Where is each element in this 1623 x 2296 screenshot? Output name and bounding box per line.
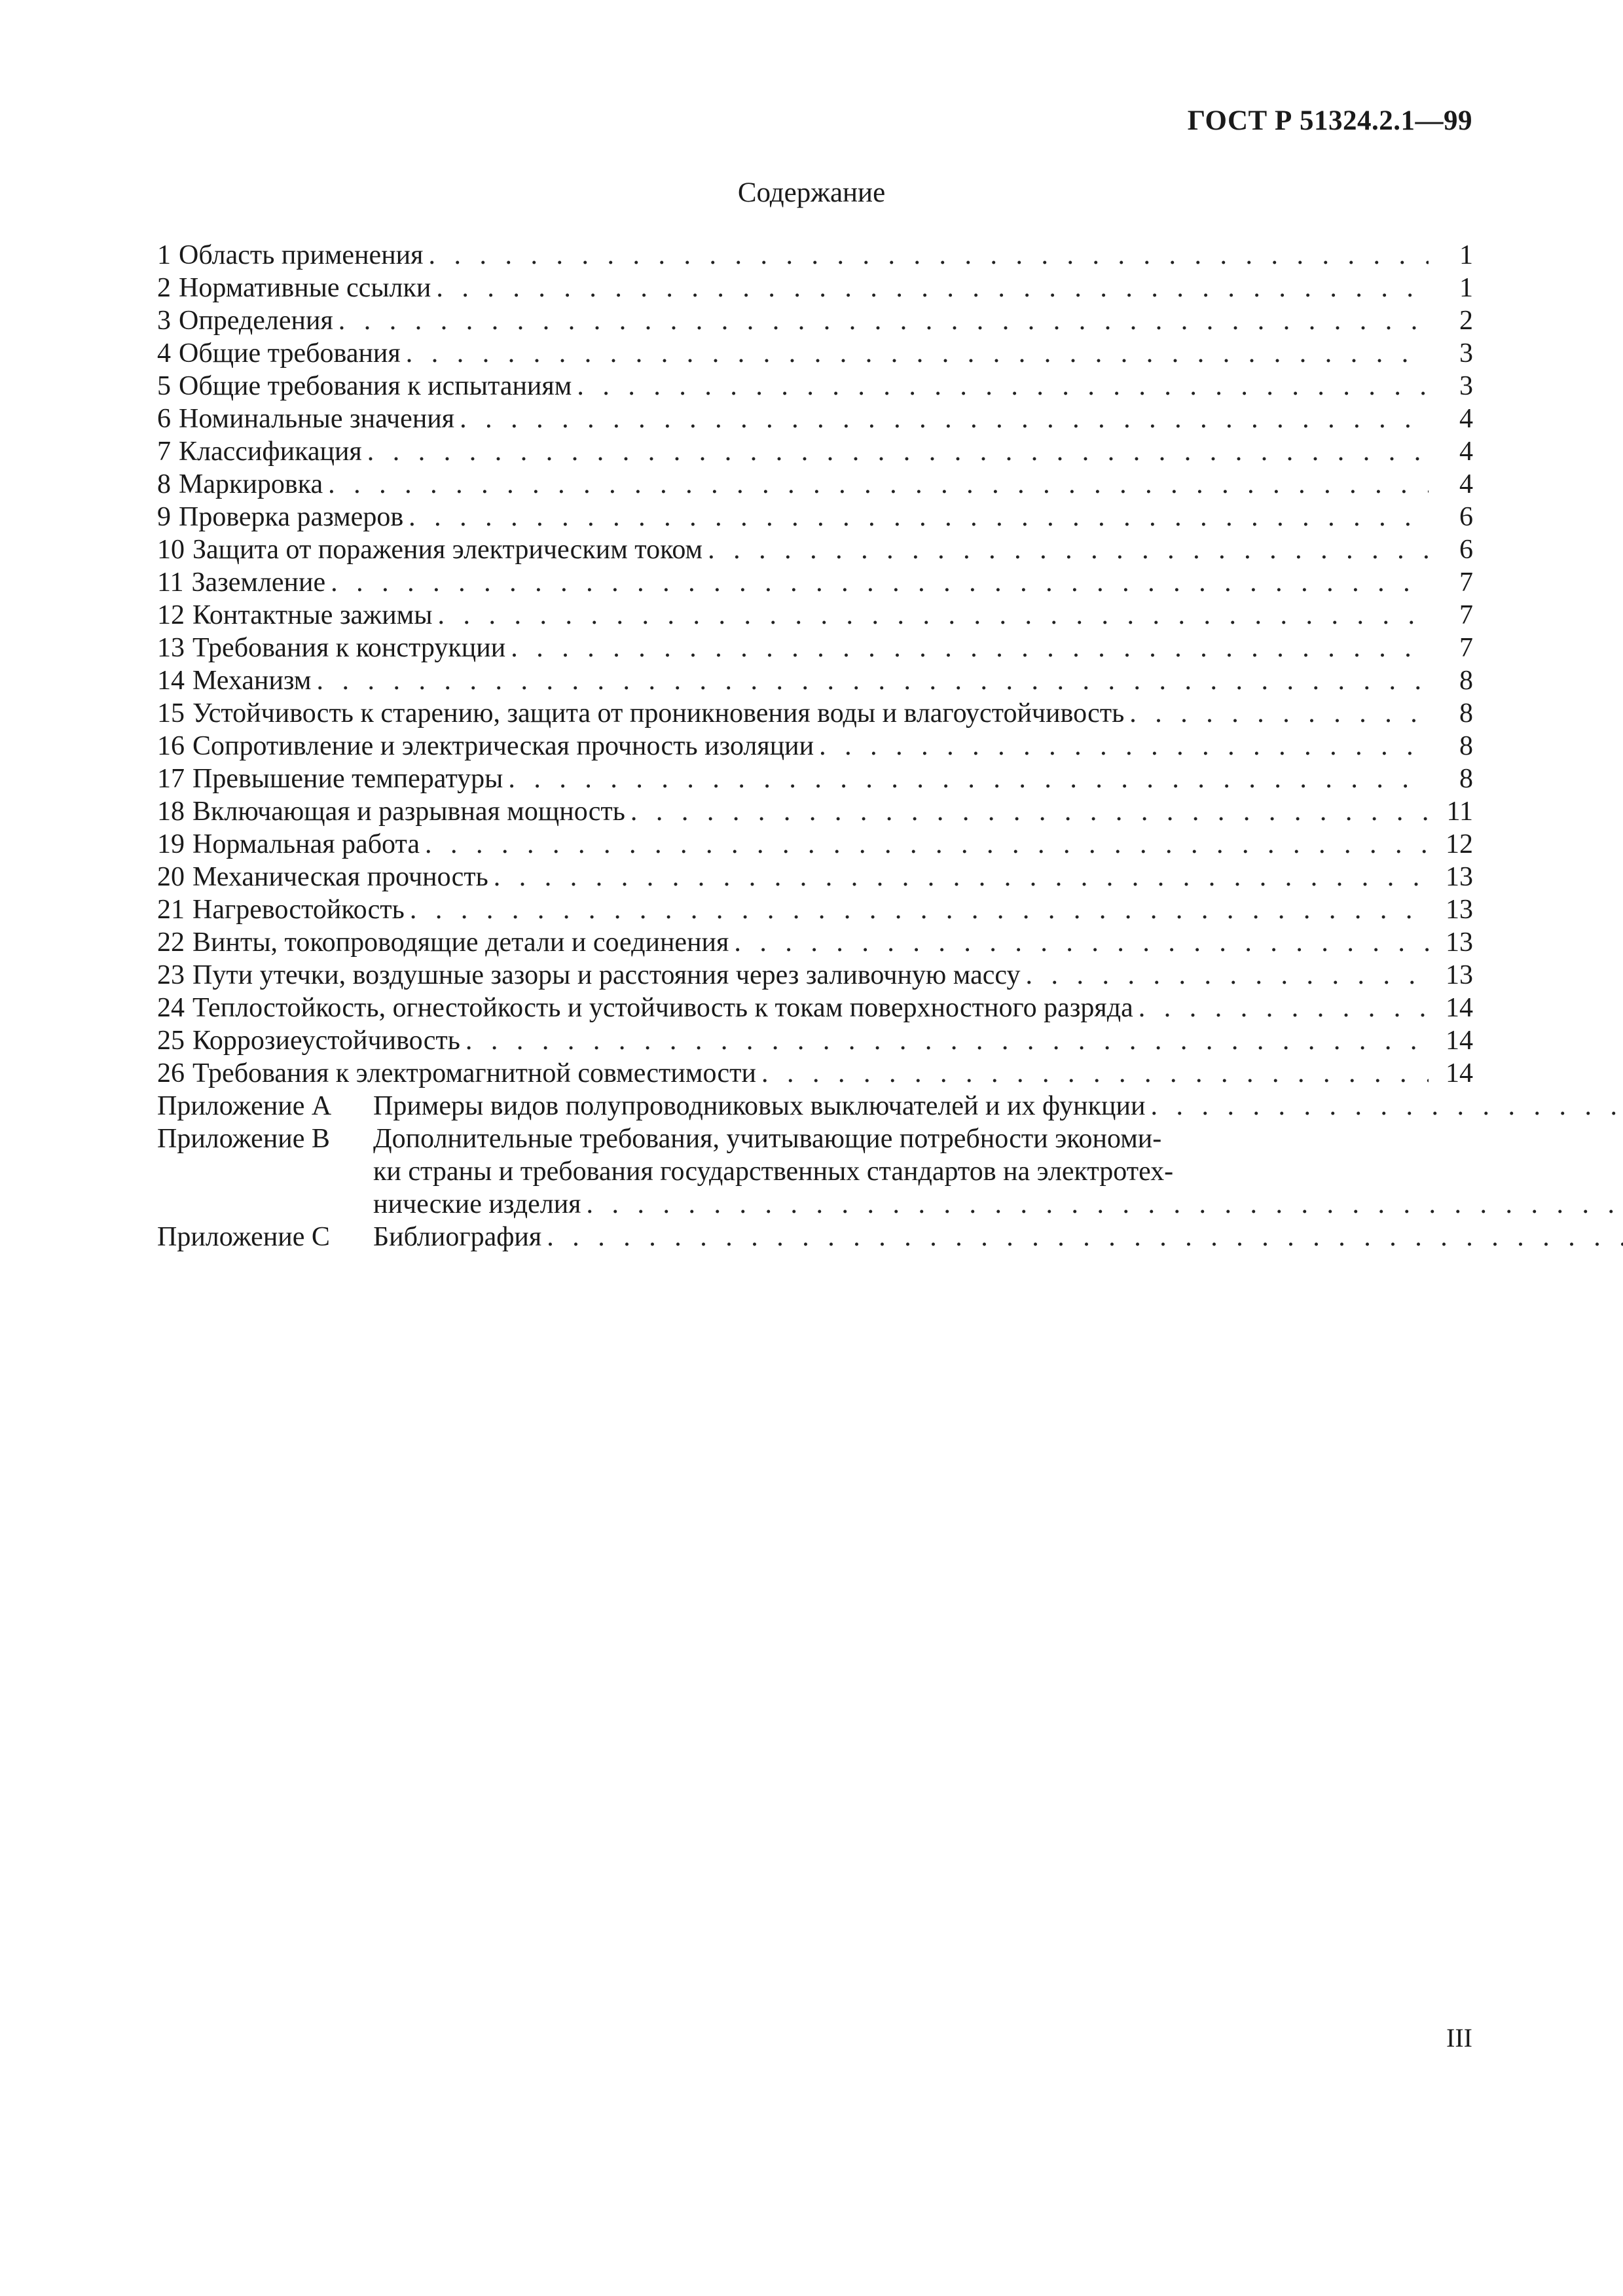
toc-entry-number: 6 (157, 404, 171, 434)
toc-entry-title: Маркировка (179, 469, 323, 499)
dot-leader (428, 239, 1429, 272)
toc-entry-page: 14 (1446, 993, 1473, 1023)
toc-entry[interactable] (157, 1057, 1473, 1090)
dot-leader (511, 632, 1429, 664)
toc-entry-page: 7 (1459, 600, 1473, 630)
toc-entry-number: 11 (157, 567, 184, 598)
annex-body (373, 1122, 1623, 1221)
toc-entry-number: 4 (157, 338, 171, 368)
toc-entry[interactable] (157, 664, 1473, 697)
toc-entry-title: Требования к электромагнитной совместимости (192, 1058, 756, 1088)
dot-leader (761, 1057, 1429, 1090)
document-code: ГОСТ Р 51324.2.1—99 (1187, 105, 1472, 136)
dot-leader (406, 337, 1429, 370)
toc-entry-title: Нагревостойкость (192, 895, 405, 925)
toc-entry[interactable] (157, 468, 1473, 501)
dot-leader (338, 304, 1429, 337)
toc-entry[interactable] (157, 959, 1473, 992)
toc-entry-number: 2 (157, 273, 171, 303)
toc-entry-title: Нормативные ссылки (179, 273, 431, 303)
toc-entry-number: 3 (157, 306, 171, 336)
toc-entry-title: Сопротивление и электрическая прочность изоляции (192, 731, 814, 761)
toc-entry-number: 19 (157, 829, 185, 859)
annex-title-last-line (373, 1090, 1623, 1122)
toc-entry-page: 7 (1459, 567, 1473, 598)
annex-title-line: нические изделия (373, 1189, 581, 1219)
toc-entry-title: Нормальная работа (192, 829, 420, 859)
toc-entry-title: Проверка размеров (179, 502, 404, 532)
toc-entry[interactable] (157, 893, 1473, 926)
toc-entry-page: 13 (1446, 862, 1473, 892)
toc-entry-page: 14 (1446, 1026, 1473, 1056)
toc-entry-page: 13 (1446, 960, 1473, 990)
toc-entry-page: 3 (1459, 371, 1473, 401)
toc-entry[interactable] (157, 828, 1473, 861)
toc-entry-number: 15 (157, 698, 185, 728)
toc-entry[interactable] (157, 926, 1473, 959)
toc-entry-page: 3 (1459, 338, 1473, 368)
dot-leader (409, 501, 1429, 533)
toc-entry-page: 12 (1446, 829, 1473, 859)
toc-entry-number: 13 (157, 633, 185, 663)
toc-entry[interactable] (157, 599, 1473, 632)
dot-leader (465, 1024, 1429, 1057)
toc-entry[interactable] (157, 632, 1473, 664)
dot-leader (1150, 1090, 1623, 1122)
dot-leader (1129, 697, 1429, 730)
annex-title-line: Библиография (373, 1222, 542, 1252)
toc-annex-entry[interactable] (157, 1221, 1473, 1253)
dot-leader (708, 533, 1429, 566)
toc-entry-page: 8 (1459, 698, 1473, 728)
toc-entry[interactable] (157, 337, 1473, 370)
dot-leader (317, 664, 1429, 697)
dot-leader (587, 1188, 1623, 1221)
dot-leader (331, 566, 1429, 599)
toc-entry-number: 1 (157, 240, 171, 270)
toc-entry-title: Определения (179, 306, 333, 336)
toc-entry-number: 18 (157, 797, 185, 827)
toc-entry-page: 13 (1446, 895, 1473, 925)
toc-entry[interactable] (157, 1024, 1473, 1057)
dot-leader (437, 599, 1429, 632)
toc-entry-page: 1 (1459, 273, 1473, 303)
dot-leader (577, 370, 1429, 403)
toc-entry-page: 11 (1446, 797, 1473, 827)
dot-leader (436, 272, 1429, 304)
toc-entry-title: Включающая и разрывная мощность (192, 797, 625, 827)
annex-title-last-line (373, 1221, 1623, 1253)
annex-body (373, 1090, 1623, 1122)
toc-entry-number: 12 (157, 600, 185, 630)
toc-entry-page: 6 (1459, 535, 1473, 565)
toc-entry-number: 9 (157, 502, 171, 532)
dot-leader (819, 730, 1429, 762)
dot-leader (410, 893, 1429, 926)
toc-entry-title: Общие требования к испытаниям (179, 371, 572, 401)
toc-heading: Содержание (737, 177, 886, 208)
toc-entry-number: 14 (157, 666, 185, 696)
dot-leader (425, 828, 1429, 861)
dot-leader (328, 468, 1429, 501)
toc-entry-page: 2 (1459, 306, 1473, 336)
table-of-contents (157, 239, 1473, 1253)
toc-entry-title: Общие требования (179, 338, 401, 368)
toc-entry-title: Устойчивость к старению, защита от проникновения воды и влагоустойчивость (192, 698, 1125, 728)
toc-entry-number: 22 (157, 927, 185, 958)
annex-body (373, 1221, 1623, 1253)
annex-label: Приложение С (157, 1222, 330, 1252)
toc-entry[interactable] (157, 795, 1473, 828)
toc-entry-number: 21 (157, 895, 185, 925)
toc-entry[interactable] (157, 762, 1473, 795)
toc-entry-number: 24 (157, 993, 185, 1023)
toc-entry-title: Винты, токопроводящие детали и соединения (192, 927, 729, 958)
toc-entry-title: Теплостойкость, огнестойкость и устойчивость к токам поверхностного разряда (192, 993, 1133, 1023)
toc-entry[interactable] (157, 697, 1473, 730)
toc-entry-page: 8 (1459, 666, 1473, 696)
toc-entry-page: 14 (1446, 1058, 1473, 1088)
toc-annex-entry[interactable] (157, 1122, 1473, 1221)
toc-entry-number: 10 (157, 535, 185, 565)
annex-label: Приложение А (157, 1091, 332, 1121)
toc-entry-page: 8 (1459, 731, 1473, 761)
toc-entry-title: Область применения (179, 240, 424, 270)
toc-entry-page: 4 (1459, 404, 1473, 434)
dot-leader (630, 795, 1429, 828)
toc-entry[interactable] (157, 861, 1473, 893)
dot-leader (367, 435, 1429, 468)
toc-entry[interactable] (157, 239, 1473, 272)
toc-entry[interactable] (157, 566, 1473, 599)
toc-entry[interactable] (157, 304, 1473, 337)
dot-leader (547, 1221, 1623, 1253)
annex-label: Приложение В (157, 1124, 330, 1154)
toc-entry[interactable] (157, 501, 1473, 533)
toc-entry-title: Превышение температуры (192, 764, 503, 794)
toc-entry-number: 7 (157, 437, 171, 467)
toc-entry-title: Заземление (191, 567, 326, 598)
toc-entry-page: 8 (1459, 764, 1473, 794)
annex-title-line: ки страны и требования государственных стандартов на электротех- (373, 1157, 1174, 1187)
toc-entry-title: Пути утечки, воздушные зазоры и расстояния через заливочную массу (192, 960, 1021, 990)
toc-entry-number: 16 (157, 731, 185, 761)
toc-entry-title: Защита от поражения электрическим током (192, 535, 703, 565)
toc-entry-title: Контактные зажимы (192, 600, 433, 630)
toc-annexes (157, 1090, 1473, 1253)
toc-entry-page: 1 (1459, 240, 1473, 270)
dot-leader (460, 403, 1429, 435)
toc-entry-number: 20 (157, 862, 185, 892)
toc-entry[interactable] (157, 992, 1473, 1024)
toc-entry-page: 4 (1459, 437, 1473, 467)
page-number: III (1446, 2023, 1472, 2053)
toc-entry-number: 26 (157, 1058, 185, 1088)
toc-entry[interactable] (157, 730, 1473, 762)
toc-entry[interactable] (157, 370, 1473, 403)
toc-entry-title: Классификация (179, 437, 362, 467)
toc-entry-number: 17 (157, 764, 185, 794)
annex-title-last-line (373, 1188, 1623, 1221)
toc-entry-title: Номинальные значения (179, 404, 455, 434)
toc-entry-page: 7 (1459, 633, 1473, 663)
toc-entry-title: Требования к конструкции (192, 633, 506, 663)
dot-leader (1139, 992, 1429, 1024)
toc-entry[interactable] (157, 403, 1473, 435)
toc-entry[interactable] (157, 533, 1473, 566)
toc-annex-entry[interactable] (157, 1090, 1473, 1122)
toc-entry-title: Коррозиеустойчивость (192, 1026, 460, 1056)
dot-leader (1025, 959, 1429, 992)
toc-entry[interactable] (157, 435, 1473, 468)
dot-leader (508, 762, 1429, 795)
toc-entry-page: 4 (1459, 469, 1473, 499)
toc-entry-page: 13 (1446, 927, 1473, 958)
toc-entry-number: 5 (157, 371, 171, 401)
dot-leader (494, 861, 1429, 893)
toc-entry[interactable] (157, 272, 1473, 304)
toc-entry-title: Механическая прочность (192, 862, 488, 892)
dot-leader (734, 926, 1429, 959)
annex-title-line: Дополнительные требования, учитывающие потребности экономи- (373, 1124, 1162, 1154)
toc-entry-title: Механизм (192, 666, 312, 696)
toc-entry-number: 23 (157, 960, 185, 990)
toc-entry-number: 8 (157, 469, 171, 499)
toc-entry-page: 6 (1459, 502, 1473, 532)
annex-title-line: Примеры видов полупроводниковых выключателей и их функции (373, 1091, 1146, 1121)
toc-sections (157, 239, 1473, 1090)
toc-entry-number: 25 (157, 1026, 185, 1056)
